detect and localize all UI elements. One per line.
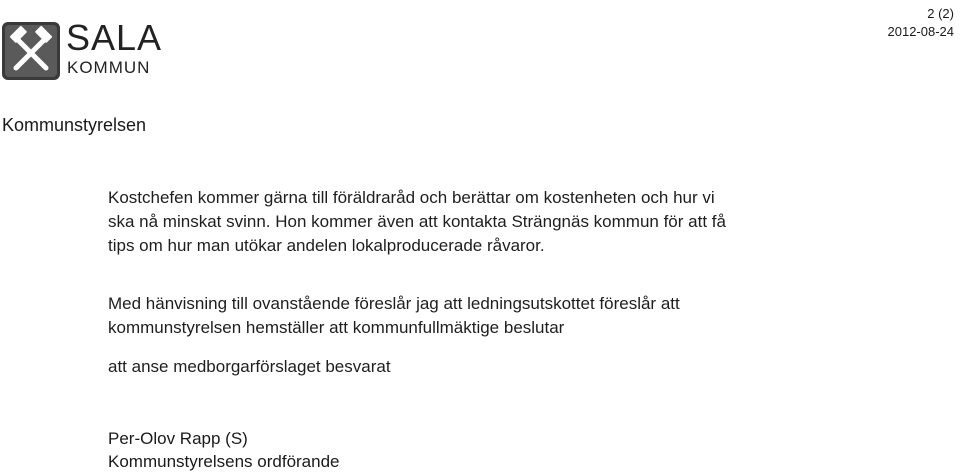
paragraph-kostchefen — [108, 186, 908, 258]
sala-kommun-logo — [2, 4, 162, 82]
text-line: ska nå minskat svinn. Hon kommer även att kontakta Strängnäs kommun för att få — [108, 212, 726, 231]
logo-name: SALA — [66, 17, 163, 58]
paragraph-proposal — [108, 292, 908, 340]
signatory-title: Kommunstyrelsens ordförande — [108, 452, 340, 471]
text-line: Med hänvisning till ovanstående föreslår jag att ledningsutskottet föreslår att — [108, 294, 680, 313]
department-heading: Kommunstyrelsen — [2, 115, 147, 135]
logo-subtitle: KOMMUN — [67, 58, 151, 77]
paragraph-decision — [108, 355, 908, 379]
page-number: 2 (2) — [927, 6, 954, 21]
text-line: att anse medborgarförslaget besvarat — [108, 357, 391, 376]
text-line: tips om hur man utökar andelen lokalproducerade råvaror. — [108, 236, 545, 255]
crossed-hammers-emblem-icon — [2, 22, 60, 80]
signatory-name: Per-Olov Rapp (S) — [108, 429, 248, 448]
text-line: Kostchefen kommer gärna till föräldraråd och berättar om kostenheten och hur vi — [108, 188, 715, 207]
text-line: kommunstyrelsen hemställer att kommunfullmäktige beslutar — [108, 318, 565, 337]
document-date: 2012-08-24 — [887, 24, 954, 39]
